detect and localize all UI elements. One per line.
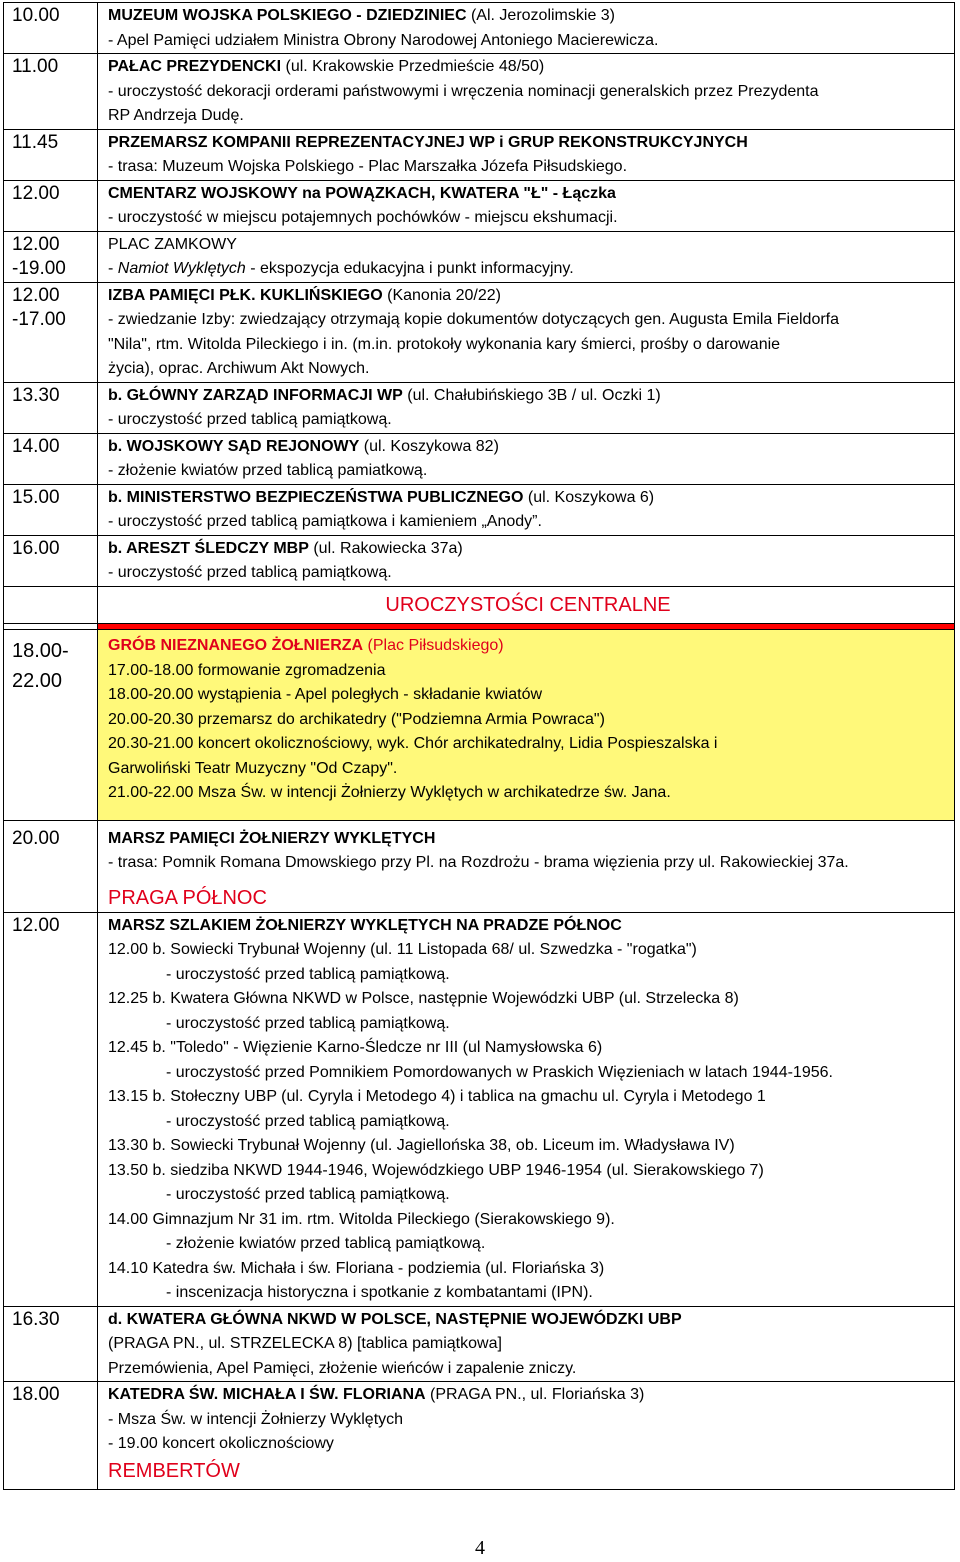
time-cell: 11.00	[4, 54, 98, 130]
event-address: (PRAGA PN., ul. Floriańska 3)	[425, 1386, 645, 1403]
event-title: ARESZT ŚLEDCZY MBP	[126, 539, 309, 557]
event-title: PAŁAC PREZYDENCKI	[108, 58, 282, 75]
time-cell: 13.30	[4, 382, 98, 433]
event-detail: RP Andrzeja Dudę.	[108, 107, 244, 124]
time-cell: 20.00	[4, 820, 98, 912]
route-stop-detail: - inscenizacja historyczna i spotkanie z kombatantami (IPN).	[166, 1284, 593, 1301]
event-title: CMENTARZ WOJSKOWY na POWĄZKACH, KWATERA "Ł" - Łączka	[108, 184, 616, 202]
event-detail: - uroczystość przed tablicą pamiątkową.	[108, 411, 392, 428]
time-cell: 12.00	[4, 180, 98, 231]
event-detail: - złożenie kwiatów przed tablicą pamiatkową.	[108, 462, 428, 479]
time-end: 22.00	[12, 670, 63, 692]
event-title: GRÓB NIEZNANEGO ŻOŁNIERZA	[108, 637, 364, 654]
route-stop: 12.45 b. "Toledo" - Więzienie Karno-Śledcze nr III (ul Namysłowska 6)	[108, 1039, 603, 1056]
event-detail-prefix: -	[108, 260, 118, 277]
table-row	[4, 282, 955, 382]
event-detail: - uroczystość w miejscu potajemnych pochówków - miejscu ekshumacji.	[108, 209, 618, 226]
event-cell	[98, 535, 955, 586]
event-title: IZBA PAMIĘCI PŁK. KUKLIŃSKIEGO	[108, 286, 383, 304]
route-stop-detail: - uroczystość przed tablicą pamiątkową.	[166, 1014, 450, 1032]
event-address: (ul. Koszykowa 82)	[359, 437, 499, 455]
event-address: (Plac Piłsudskiego)	[363, 637, 504, 654]
route-stop: 13.15 b. Stołeczny UBP (ul. Cyryla i Metodego 4) i tablica na gmachu ul. Cyryla i Metodego 1	[108, 1088, 766, 1105]
table-row	[4, 535, 955, 586]
event-detail-italic: Namiot Wyklętych	[117, 260, 246, 277]
event-detail: "Nila", rtm. Witolda Pileckiego i in. (m.in. protokoły wykonania kary śmierci, prośby o darowanie	[108, 335, 781, 353]
table-row	[4, 433, 955, 484]
section-heading: UROCZYSTOŚCI CENTRALNE	[385, 593, 671, 616]
table-row	[4, 3, 955, 54]
route-stop-detail: - uroczystość przed tablicą pamiątkową.	[166, 965, 450, 983]
time-cell: 16.30	[4, 1306, 98, 1382]
time-cell: 10.00	[4, 3, 98, 54]
event-cell	[98, 54, 955, 130]
event-cell	[98, 282, 955, 382]
section-heading-cell	[98, 586, 955, 624]
program-line: 18.00-20.00 wystąpienia - Apel poległych - składanie kwiatów	[108, 686, 543, 703]
event-cell	[98, 129, 955, 180]
event-address: (Al. Jerozolimskie 3)	[466, 7, 616, 24]
event-cell	[98, 433, 955, 484]
event-detail: - ekspozycja edukacyjna i punkt informacyjny.	[245, 260, 574, 277]
time-cell: 12.00	[4, 912, 98, 1306]
time-cell: 16.00	[4, 535, 98, 586]
event-cell	[98, 382, 955, 433]
time-end: -19.00	[12, 257, 66, 279]
program-line: 17.00-18.00 formowanie zgromadzenia	[108, 661, 386, 679]
event-cell	[98, 3, 955, 54]
program-line: Garwoliński Teatr Muzyczny "Od Czapy".	[108, 759, 398, 777]
event-prefix: b.	[108, 488, 127, 506]
table-row	[4, 586, 955, 624]
route-stop: 12.25 b. Kwatera Główna NKWD w Polsce, następnie Wojewódzki UBP (ul. Strzelecka 8)	[108, 990, 739, 1007]
event-title: PLAC ZAMKOWY	[108, 235, 237, 253]
table-row	[4, 54, 955, 130]
route-stop: 13.50 b. siedziba NKWD 1944-1946, Wojewódzkiego UBP 1946-1954 (ul. Sierakowskiego 7)	[108, 1161, 764, 1179]
table-row	[4, 1382, 955, 1490]
route-stop-detail: - złożenie kwiatów przed tablicą pamiątkową.	[166, 1235, 486, 1252]
event-cell	[98, 484, 955, 535]
time-start: 12.00	[12, 284, 60, 306]
event-title: MARSZ SZLAKIEM ŻOŁNIERZY WYKLĘTYCH NA PRADZE PÓŁNOC	[108, 916, 622, 934]
event-cell	[98, 820, 955, 912]
section-heading: REMBERTÓW	[108, 1459, 240, 1482]
event-title: MINISTERSTWO BEZPIECZEŃSTWA PUBLICZNEGO	[126, 488, 524, 506]
event-title: MARSZ PAMIĘCI ŻOŁNIERZY WYKLĘTYCH	[108, 829, 436, 847]
time-cell-empty	[4, 586, 98, 624]
route-stop-detail: - uroczystość przed Pomnikiem Pomordowanych w Praskich Więzieniach w latach 1944-1956.	[166, 1063, 833, 1081]
table-row	[4, 912, 955, 1306]
event-detail: - zwiedzanie Izby: zwiedzający otrzymają kopie dokumentów dotyczących gen. Augusta Emila Fieldorfa	[108, 311, 840, 328]
program-line: 20.30-21.00 koncert okolicznościowy, wyk. Chór archikatedralny, Lidia Pospieszalska i	[108, 735, 718, 752]
event-prefix: b.	[108, 539, 127, 557]
event-address: (ul. Rakowiecka 37a)	[308, 539, 463, 557]
event-title: KATEDRA ŚW. MICHAŁA I ŚW. FLORIANA	[108, 1386, 426, 1403]
route-stop: 14.10 Katedra św. Michała i św. Floriana - podziemia (ul. Floriańska 3)	[108, 1259, 605, 1277]
route-stop: 13.30 b. Sowiecki Trybunał Wojenny (ul. Jagiellońska 38, ob. Liceum im. Władysława IV)	[108, 1137, 735, 1154]
time-cell	[4, 630, 98, 821]
schedule-table	[3, 2, 955, 1490]
event-address: (Kanonia 20/22)	[382, 286, 501, 304]
event-cell	[98, 1382, 955, 1490]
event-cell	[98, 180, 955, 231]
event-cell	[98, 231, 955, 282]
time-cell: 11.45	[4, 129, 98, 180]
route-stop: 14.00 Gimnazjum Nr 31 im. rtm. Witolda Pileckiego (Sierakowskiego 9).	[108, 1210, 615, 1228]
route-stop: 12.00 b. Sowiecki Trybunał Wojenny (ul. 11 Listopada 68/ ul. Szwedzka - "rogatka")	[108, 941, 697, 958]
time-start: 18.00-	[12, 640, 69, 662]
table-row	[4, 484, 955, 535]
page-number: 4	[475, 1537, 485, 1559]
time-cell: 14.00	[4, 433, 98, 484]
event-detail: - uroczystość przed tablicą pamiątkową.	[108, 564, 392, 581]
event-detail: Przemówienia, Apel Pamięci, złożenie wieńców i zapalenie zniczy.	[108, 1359, 577, 1377]
event-address: (ul. Koszykowa 6)	[523, 488, 655, 506]
event-title: GŁÓWNY ZARZĄD INFORMACJI WP	[126, 386, 403, 404]
event-detail: życia), oprac. Archiwum Akt Nowych.	[108, 360, 370, 377]
route-stop-detail: - uroczystość przed tablicą pamiątkową.	[166, 1112, 450, 1130]
table-row-highlight	[4, 630, 955, 821]
table-row	[4, 382, 955, 433]
event-detail: (PRAGA PN., ul. STRZELECKA 8) [tablica pamiątkowa]	[108, 1335, 502, 1352]
program-line: 21.00-22.00 Msza Św. w intencji Żołnierzy Wyklętych w archikatedrze św. Jana.	[108, 784, 671, 801]
time-cell: 18.00	[4, 1382, 98, 1490]
table-row	[4, 1306, 955, 1382]
table-row	[4, 129, 955, 180]
time-end: -17.00	[12, 308, 66, 330]
event-detail: - Msza Św. w intencji Żołnierzy Wyklętych	[108, 1410, 404, 1428]
time-cell: 15.00	[4, 484, 98, 535]
event-title: d. KWATERA GŁÓWNA NKWD W POLSCE, NASTĘPNIE WOJEWÓDZKI UBP	[108, 1310, 682, 1328]
event-cell	[98, 912, 955, 1306]
event-detail: - Apel Pamięci udziałem Ministra Obrony Narodowej Antoniego Macierewicza.	[108, 31, 659, 49]
time-start: 12.00	[12, 233, 60, 255]
event-cell	[98, 1306, 955, 1382]
event-address: (ul. Krakowskie Przedmieście 48/50)	[281, 58, 545, 75]
section-heading: PRAGA PÓŁNOC	[108, 886, 267, 909]
event-title: PRZEMARSZ KOMPANII REPREZENTACYJNEJ WP i GRUP REKONSTRUKCYJNYCH	[108, 133, 748, 151]
event-title: MUZEUM WOJSKA POLSKIEGO - DZIEDZINIEC	[108, 7, 467, 24]
event-title: WOJSKOWY SĄD REJONOWY	[126, 437, 360, 455]
event-cell	[98, 630, 955, 821]
time-cell	[4, 231, 98, 282]
table-row	[4, 820, 955, 912]
event-detail: - uroczystość dekoracji orderami państwowymi i wręczenia nominacji generalskich przez Prezydenta	[108, 82, 819, 100]
table-row	[4, 180, 955, 231]
event-prefix: b.	[108, 437, 127, 455]
table-row	[4, 231, 955, 282]
event-detail: - uroczystość przed tablicą pamiątkowa i kamieniem „Anody”.	[108, 513, 542, 530]
event-address: (ul. Chałubińskiego 3B / ul. Oczki 1)	[402, 386, 661, 404]
event-detail: - trasa: Pomnik Romana Dmowskiego przy Pl. na Rozdrożu - brama więzienia przy ul. Rakowieckiej 37a.	[108, 854, 849, 871]
time-cell	[4, 282, 98, 382]
event-prefix: b.	[108, 386, 127, 404]
route-stop-detail: - uroczystość przed tablicą pamiątkową.	[166, 1186, 450, 1203]
event-detail: - 19.00 koncert okolicznościowy	[108, 1435, 334, 1452]
event-detail: - trasa: Muzeum Wojska Polskiego - Plac Marszałka Józefa Piłsudskiego.	[108, 158, 628, 175]
program-line: 20.00-20.30 przemarsz do archikatedry ("Podziemna Armia Powraca")	[108, 710, 605, 728]
